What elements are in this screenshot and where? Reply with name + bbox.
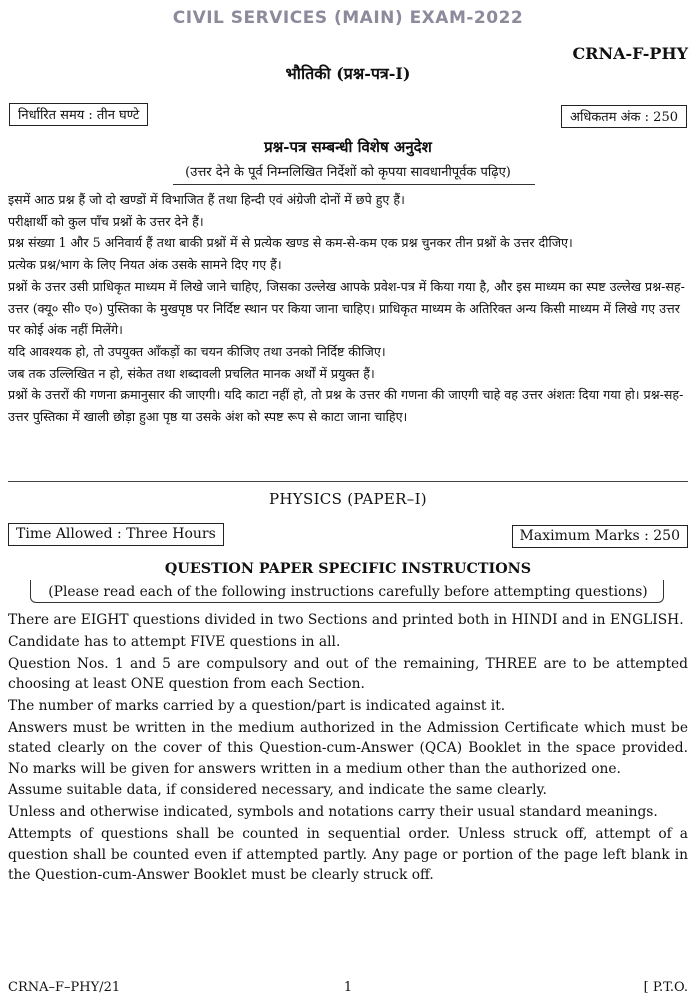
english-max-marks-box: Maximum Marks : 250 xyxy=(512,525,688,548)
hindi-max-marks-box: अधिकतम अंक : 250 xyxy=(561,105,687,128)
hindi-instruction: प्रश्न संख्या 1 और 5 अनिवार्य हैं तथा बाकी प्रश्नों में से प्रत्येक खण्ड से कम-से-कम एक प्रश्न चुनकर तीन प्रश्नों के उत्तर दीजिए। xyxy=(8,235,573,251)
footer-paper-code: CRNA–F–PHY/21 xyxy=(8,980,121,995)
hindi-time-allowed-box: निर्धारित समय : तीन घण्टे xyxy=(9,103,148,126)
english-instruction: Candidate has to attempt FIVE questions in all. xyxy=(8,633,341,650)
english-instruction: Unless and otherwise indicated, symbols and notations carry their usual standard meanings. xyxy=(8,804,658,821)
english-instructions-heading: QUESTION PAPER SPECIFIC INSTRUCTIONS xyxy=(164,561,532,577)
hindi-instruction: प्रश्नों के उत्तरों की गणना क्रमानुसार की जाएगी। यदि काटा नहीं हो, तो प्रश्न के उत्तर की गणना की जाएगी चाहे वह उत्तर अंशतः दिया गया हो। प्रश्न-सह-उत्तर पुस्तिका में खाली छोड़ा हुआ पृष्ठ या उसके अंश को स्पष्ट रूप से काटा जाना चाहिए। xyxy=(8,387,684,425)
paper-code: CRNA-F-PHY xyxy=(572,44,688,63)
english-instructions-subheading: (Please read each of the following instructions carefully before attempting questions) xyxy=(48,584,648,600)
hindi-instructions-subheading: (उत्तर देने के पूर्व निम्नलिखित निर्देशों को कृपया सावधानीपूर्वक पढ़िए) xyxy=(185,165,511,180)
section-divider xyxy=(8,481,688,482)
english-instruction: Question Nos. 1 and 5 are compulsory and out of the remaining, THREE are to be attempted choosing at least ONE question from each Section. xyxy=(8,655,688,693)
exam-stamp: CIVIL SERVICES (MAIN) EXAM-2022 xyxy=(172,8,524,28)
english-instruction: Answers must be written in the medium authorized in the Admission Certificate which must be stated clearly on the cover of this Question-cum-Answer (QCA) Booklet in the space provided. No marks will be given for answers written in a medium other than the authorized one. xyxy=(8,719,688,777)
subheading-underline xyxy=(173,184,535,185)
english-instruction: Assume suitable data, if considered necessary, and indicate the same clearly. xyxy=(8,782,547,799)
hindi-instruction: यदि आवश्यक हो, तो उपयुक्त आँकड़ों का चयन कीजिए तथा उनको निर्दिष्ट कीजिए। xyxy=(8,343,386,359)
hindi-instruction: प्रश्नों के उत्तर उसी प्राधिकृत माध्यम में लिखे जाने चाहिए, जिसका उल्लेख आपके प्रवेश-पत्र में किया गया है, और इस माध्यम का स्पष्ट उल्लेख प्रश्न-सह-उत्तर (क्यू० सी० ए०) पुस्तिका के मुखपृष्ठ पर निर्दिष्ट स्थान पर किया जाना चाहिए। प्राधिकृत माध्यम के अतिरिक्त अन्य किसी माध्यम में लिखे गए उत्तर पर कोई अंक नहीं मिलेंगे। xyxy=(8,278,685,338)
page-number: 1 xyxy=(343,980,353,995)
please-turn-over: [ P.T.O. xyxy=(643,980,688,995)
hindi-instruction: प्रत्येक प्रश्न/भाग के लिए नियत अंक उसके सामने दिए गए हैं। xyxy=(8,257,282,273)
hindi-instruction: जब तक उल्लिखित न हो, संकेत तथा शब्दावली प्रचलित मानक अर्थों में प्रयुक्त हैं। xyxy=(8,365,375,381)
english-paper-title: PHYSICS (PAPER–I) xyxy=(269,490,427,508)
english-instructions-list xyxy=(8,610,688,887)
english-instruction: Attempts of questions shall be counted in sequential order. Unless struck off, attempt of a question shall be counted even if attempted partly. Any page or portion of the page left blank in the Question-cum-Answer Booklet must be clearly struck off. xyxy=(8,826,688,884)
hindi-instruction: परीक्षार्थी को कुल पाँच प्रश्नों के उत्तर देने हैं। xyxy=(8,213,204,229)
hindi-instruction: इसमें आठ प्रश्न हैं जो दो खण्डों में विभाजित हैं तथा हिन्दी एवं अंग्रेजी दोनों में छपे हुए हैं। xyxy=(8,192,405,207)
hindi-paper-title: भौतिकी (प्रश्न-पत्र-I) xyxy=(285,64,411,83)
english-instruction: There are EIGHT questions divided in two Sections and printed both in HINDI and in ENGLISH. xyxy=(8,612,684,628)
hindi-instructions-heading: प्रश्न-पत्र सम्बन्धी विशेष अनुदेश xyxy=(264,138,432,156)
hindi-instructions-list xyxy=(8,189,688,428)
english-instruction: The number of marks carried by a question/part is indicated against it. xyxy=(8,697,506,714)
english-time-allowed-box: Time Allowed : Three Hours xyxy=(8,523,224,546)
